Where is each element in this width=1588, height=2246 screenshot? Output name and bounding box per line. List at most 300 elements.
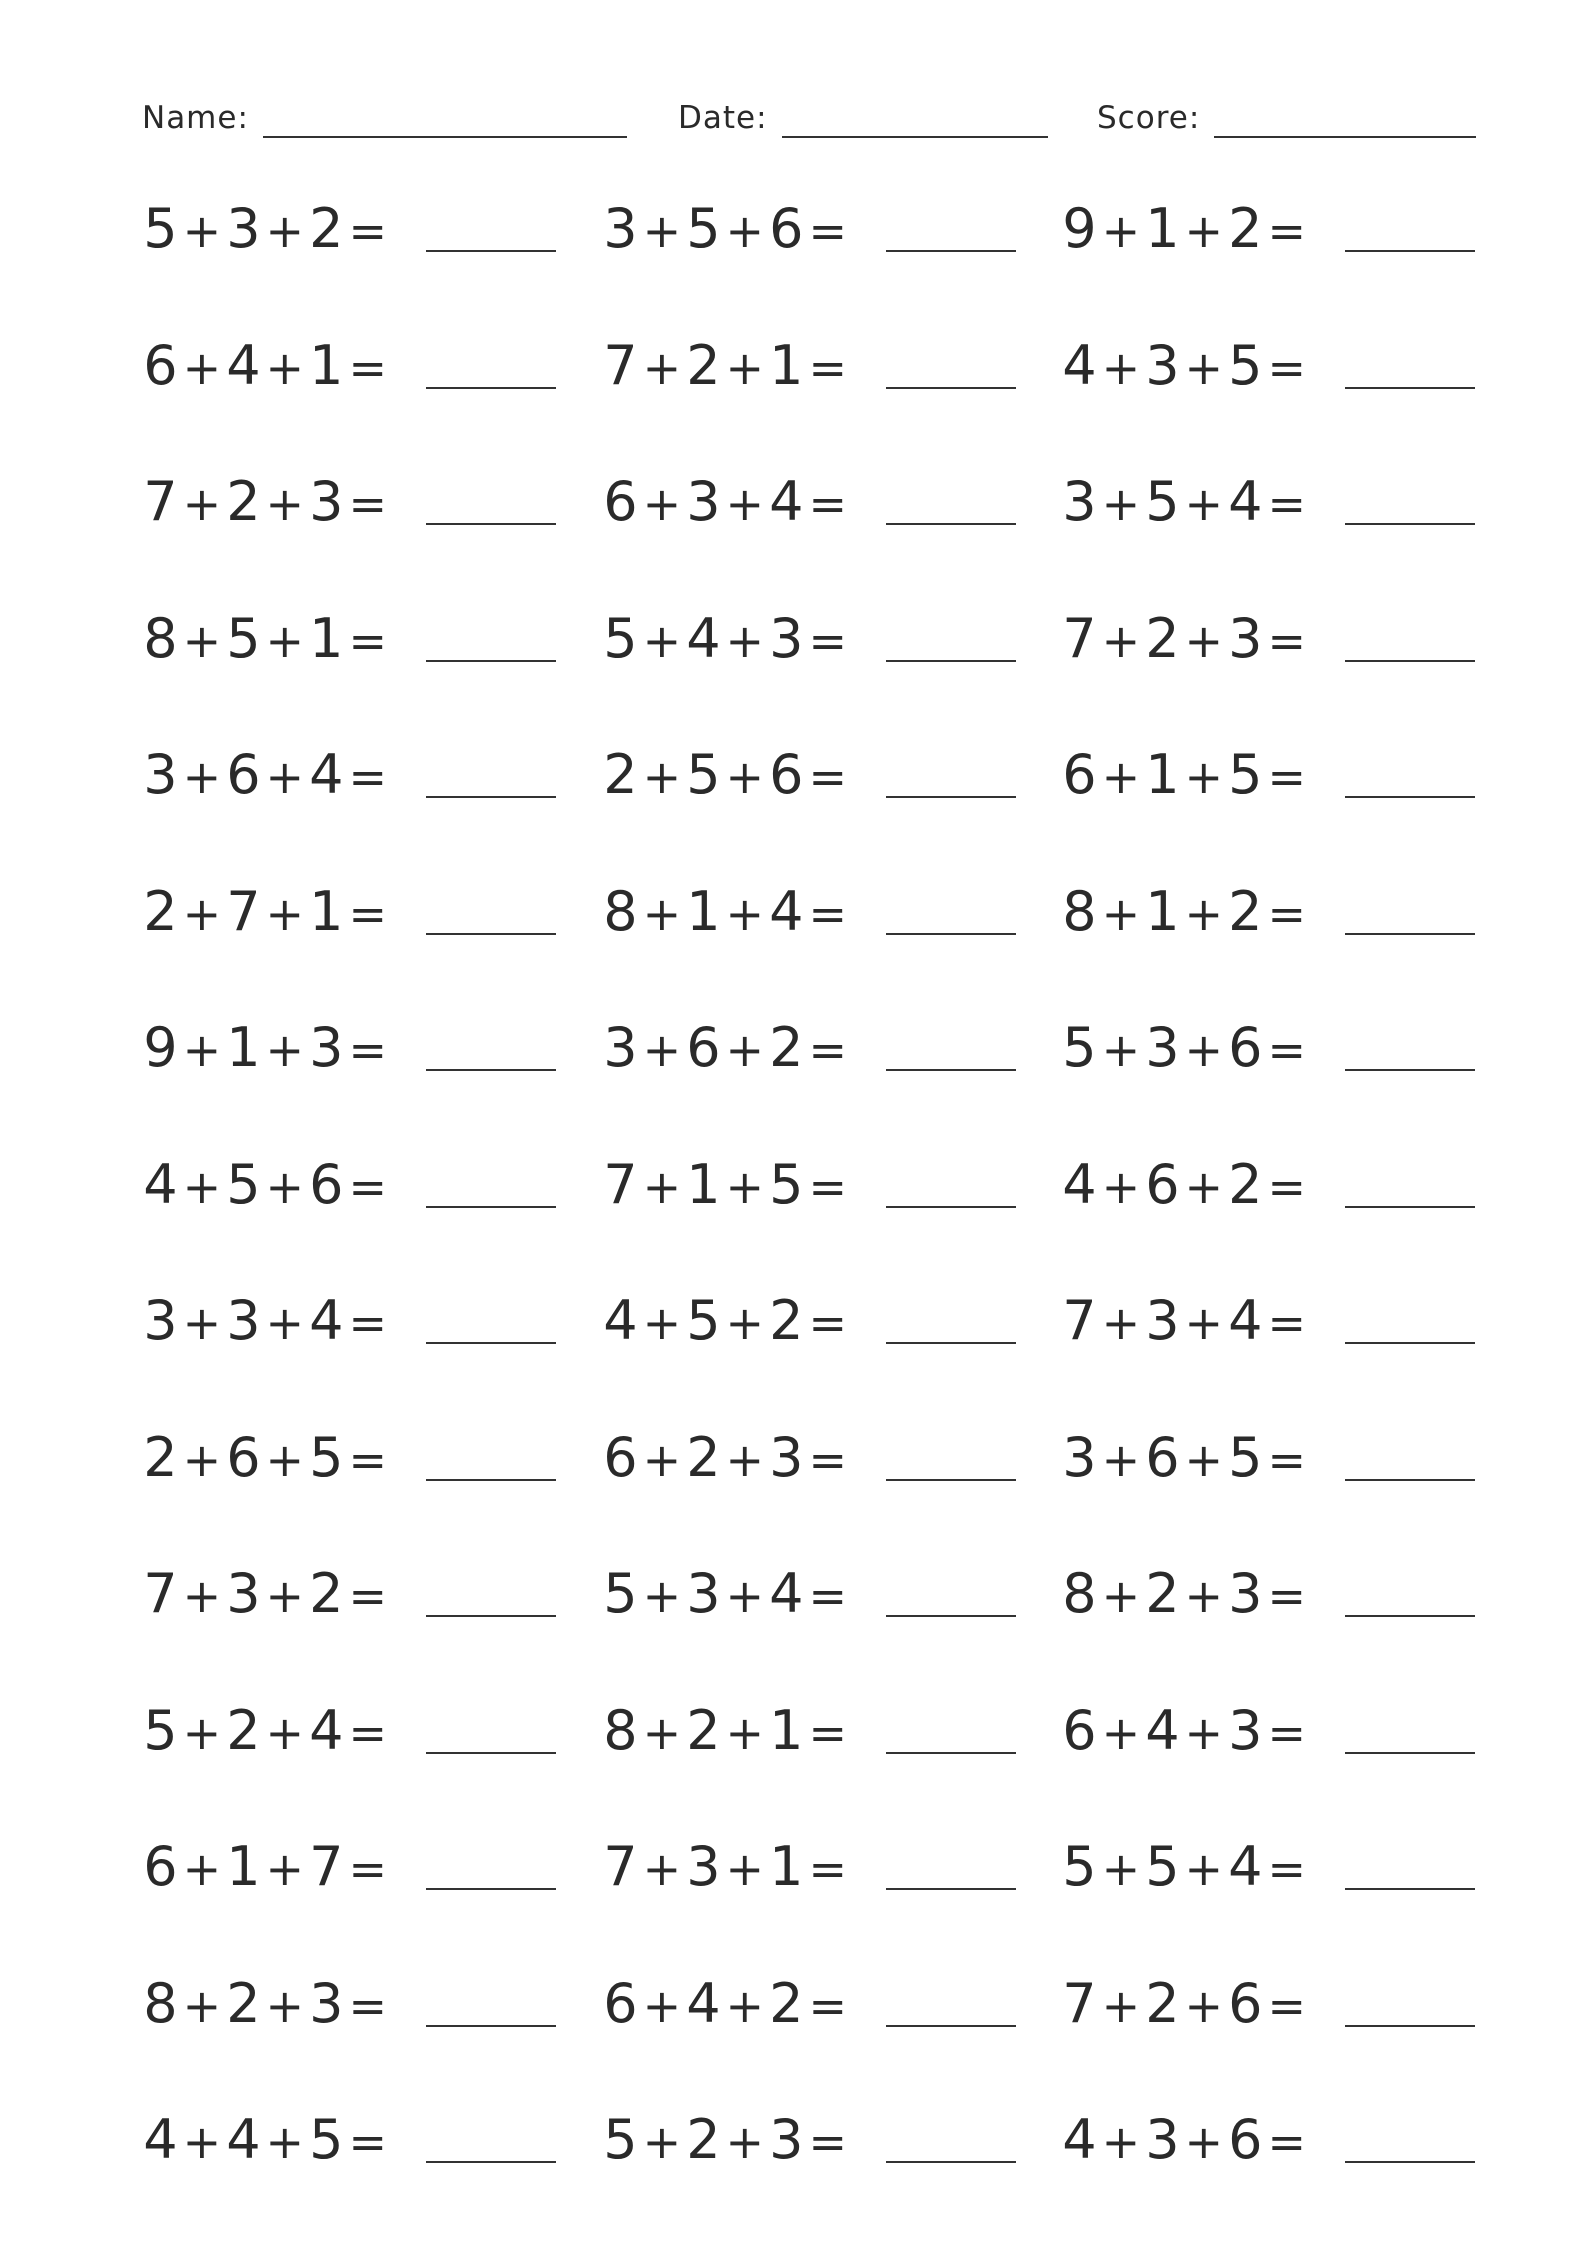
plus-sign: + xyxy=(265,1023,306,1077)
problem-expression xyxy=(1062,1696,1311,1768)
score-label: Score: xyxy=(1097,100,1201,136)
equals-sign: = xyxy=(348,1842,388,1896)
addend: 1 xyxy=(686,879,722,943)
addend: 3 xyxy=(769,1425,805,1489)
addend: 5 xyxy=(226,1152,262,1216)
addend: 3 xyxy=(603,197,639,260)
plus-sign: + xyxy=(642,750,683,804)
equals-sign: = xyxy=(348,1432,388,1487)
equals-sign: = xyxy=(1267,886,1307,941)
addend: 3 xyxy=(1228,1698,1264,1762)
addend: 3 xyxy=(1145,1016,1181,1079)
addition-problem xyxy=(0,1126,1311,1262)
plus-sign: + xyxy=(265,613,306,668)
equals-sign: = xyxy=(808,1023,848,1077)
equals-sign: = xyxy=(1267,1159,1307,1214)
problem-row xyxy=(0,443,1588,579)
problem-row xyxy=(0,1945,1588,2081)
plus-sign: + xyxy=(725,613,766,668)
addend: 6 xyxy=(1145,1425,1181,1489)
problem-row xyxy=(0,1262,1588,1398)
addend: 7 xyxy=(226,879,262,943)
addend: 1 xyxy=(226,1835,262,1898)
problem-row xyxy=(0,716,1588,852)
answer-blank[interactable] xyxy=(1345,523,1475,525)
plus-sign: + xyxy=(642,2115,683,2169)
equals-sign: = xyxy=(808,1978,848,2033)
addend: 7 xyxy=(1062,1971,1098,2035)
equals-sign: = xyxy=(348,340,388,395)
equals-sign: = xyxy=(348,204,388,258)
addition-problem xyxy=(0,716,1311,852)
addend: 6 xyxy=(1228,1016,1264,1079)
addend: 3 xyxy=(309,470,345,533)
plus-sign: + xyxy=(642,886,683,941)
addend: 2 xyxy=(686,1698,722,1762)
equals-sign: = xyxy=(1267,340,1307,395)
plus-sign: + xyxy=(182,1842,223,1896)
addend: 5 xyxy=(603,2108,639,2171)
addend: 4 xyxy=(1228,470,1264,533)
plus-sign: + xyxy=(265,340,306,395)
name-label: Name: xyxy=(142,100,249,136)
addend: 5 xyxy=(686,1289,722,1352)
plus-sign: + xyxy=(182,204,223,258)
addend: 5 xyxy=(686,197,722,260)
answer-blank[interactable] xyxy=(1345,2161,1475,2163)
answer-blank[interactable] xyxy=(1345,933,1475,935)
equals-sign: = xyxy=(348,2115,388,2169)
addend: 1 xyxy=(686,1152,722,1216)
addend: 5 xyxy=(1228,333,1264,397)
equals-sign: = xyxy=(348,1023,388,1077)
equals-sign: = xyxy=(1267,1705,1307,1760)
score-field xyxy=(1097,98,1476,138)
equals-sign: = xyxy=(1267,204,1307,258)
plus-sign: + xyxy=(642,613,683,668)
answer-blank[interactable] xyxy=(1345,1342,1475,1344)
problem-expression xyxy=(1062,604,1311,676)
addend: 4 xyxy=(769,1562,805,1625)
plus-sign: + xyxy=(182,1023,223,1077)
addend: 2 xyxy=(309,197,345,260)
plus-sign: + xyxy=(265,1705,306,1760)
addition-problem xyxy=(0,853,1311,989)
answer-blank[interactable] xyxy=(1345,1615,1475,1617)
plus-sign: + xyxy=(182,613,223,668)
addend: 6 xyxy=(603,1425,639,1489)
addend: 7 xyxy=(1062,1289,1098,1352)
answer-blank[interactable] xyxy=(1345,1069,1475,1071)
addend: 8 xyxy=(143,1971,179,2035)
plus-sign: + xyxy=(725,477,766,531)
plus-sign: + xyxy=(725,1705,766,1760)
addend: 5 xyxy=(143,197,179,260)
answer-blank[interactable] xyxy=(1345,387,1475,389)
plus-sign: + xyxy=(725,1978,766,2033)
equals-sign: = xyxy=(808,2115,848,2169)
plus-sign: + xyxy=(1101,1159,1142,1214)
addend: 6 xyxy=(1145,1152,1181,1216)
equals-sign: = xyxy=(808,886,848,941)
addend: 1 xyxy=(309,606,345,670)
equals-sign: = xyxy=(808,340,848,395)
addend: 4 xyxy=(309,1289,345,1352)
equals-sign: = xyxy=(808,1432,848,1487)
addend: 4 xyxy=(309,1698,345,1762)
addend: 4 xyxy=(1145,1698,1181,1762)
addend: 2 xyxy=(603,743,639,806)
plus-sign: + xyxy=(1184,2115,1225,2169)
addend: 4 xyxy=(686,606,722,670)
equals-sign: = xyxy=(808,613,848,668)
addend: 2 xyxy=(769,1971,805,2035)
plus-sign: + xyxy=(725,1159,766,1214)
addend: 3 xyxy=(686,470,722,533)
addend: 8 xyxy=(1062,1562,1098,1625)
answer-blank[interactable] xyxy=(1345,250,1475,252)
addition-problem xyxy=(0,1945,1311,2081)
addend: 7 xyxy=(603,333,639,397)
plus-sign: + xyxy=(265,1159,306,1214)
plus-sign: + xyxy=(265,2115,306,2169)
addend: 1 xyxy=(1145,879,1181,943)
addend: 3 xyxy=(603,1016,639,1079)
date-blank xyxy=(782,100,1048,138)
plus-sign: + xyxy=(1184,1842,1225,1896)
plus-sign: + xyxy=(182,1569,223,1623)
plus-sign: + xyxy=(182,1978,223,2033)
plus-sign: + xyxy=(1101,204,1142,258)
name-field xyxy=(142,98,627,138)
addition-problem xyxy=(0,1672,1311,1808)
plus-sign: + xyxy=(1101,1978,1142,2033)
plus-sign: + xyxy=(265,1296,306,1350)
problem-row xyxy=(0,1126,1588,1262)
problem-expression xyxy=(1062,877,1311,949)
addend: 4 xyxy=(1062,2108,1098,2171)
answer-blank[interactable] xyxy=(1345,1888,1475,1890)
addition-problem xyxy=(0,1808,1311,1944)
plus-sign: + xyxy=(642,1842,683,1896)
addend: 4 xyxy=(143,2108,179,2171)
addend: 5 xyxy=(1228,1425,1264,1489)
addend: 5 xyxy=(1062,1016,1098,1079)
answer-blank[interactable] xyxy=(1345,1752,1475,1754)
problem-expression xyxy=(1062,331,1311,403)
addition-problem xyxy=(0,443,1311,579)
addend: 4 xyxy=(686,1971,722,2035)
plus-sign: + xyxy=(182,886,223,941)
problem-expression xyxy=(1062,1559,1311,1631)
equals-sign: = xyxy=(1267,750,1307,804)
addend: 7 xyxy=(1062,606,1098,670)
addition-problem xyxy=(0,307,1311,443)
addend: 6 xyxy=(1228,2108,1264,2171)
addend: 6 xyxy=(769,743,805,806)
addend: 2 xyxy=(1145,606,1181,670)
answer-blank[interactable] xyxy=(1345,1479,1475,1481)
problem-expression xyxy=(1062,1286,1311,1358)
addend: 2 xyxy=(769,1289,805,1352)
addend: 3 xyxy=(1145,1289,1181,1352)
addend: 2 xyxy=(686,2108,722,2171)
addend: 6 xyxy=(603,470,639,533)
addend: 5 xyxy=(309,1425,345,1489)
addend: 4 xyxy=(143,1152,179,1216)
addend: 6 xyxy=(686,1016,722,1079)
plus-sign: + xyxy=(642,477,683,531)
addend: 6 xyxy=(1228,1971,1264,2035)
plus-sign: + xyxy=(1101,1296,1142,1350)
addition-problem xyxy=(0,170,1311,306)
addend: 7 xyxy=(143,1562,179,1625)
addend: 4 xyxy=(1228,1289,1264,1352)
name-blank xyxy=(263,100,627,138)
addend: 2 xyxy=(143,1425,179,1489)
problem-expression xyxy=(1062,2105,1311,2177)
addend: 5 xyxy=(1145,470,1181,533)
equals-sign: = xyxy=(808,1296,848,1350)
equals-sign: = xyxy=(1267,1023,1307,1077)
equals-sign: = xyxy=(348,477,388,531)
addend: 2 xyxy=(686,333,722,397)
plus-sign: + xyxy=(1184,340,1225,395)
date-field xyxy=(678,98,1048,138)
plus-sign: + xyxy=(1184,1432,1225,1487)
addend: 1 xyxy=(1145,743,1181,806)
addend: 3 xyxy=(143,743,179,806)
addend: 7 xyxy=(309,1835,345,1898)
addend: 3 xyxy=(309,1971,345,2035)
addend: 1 xyxy=(309,333,345,397)
plus-sign: + xyxy=(1184,1023,1225,1077)
plus-sign: + xyxy=(725,1569,766,1623)
addend: 3 xyxy=(1145,2108,1181,2171)
addend: 3 xyxy=(226,1562,262,1625)
plus-sign: + xyxy=(642,1569,683,1623)
addition-problem xyxy=(0,1399,1311,1535)
equals-sign: = xyxy=(1267,613,1307,668)
answer-blank[interactable] xyxy=(1345,660,1475,662)
equals-sign: = xyxy=(808,1159,848,1214)
plus-sign: + xyxy=(642,1296,683,1350)
addend: 3 xyxy=(1062,470,1098,533)
equals-sign: = xyxy=(348,1296,388,1350)
addend: 6 xyxy=(769,197,805,260)
plus-sign: + xyxy=(1184,750,1225,804)
addend: 6 xyxy=(226,743,262,806)
addend: 3 xyxy=(1228,1562,1264,1625)
plus-sign: + xyxy=(182,1159,223,1214)
addend: 9 xyxy=(143,1016,179,1079)
plus-sign: + xyxy=(642,340,683,395)
problem-expression xyxy=(1062,1423,1311,1495)
plus-sign: + xyxy=(1184,886,1225,941)
addend: 5 xyxy=(1145,1835,1181,1898)
equals-sign: = xyxy=(808,1705,848,1760)
addend: 2 xyxy=(1145,1971,1181,2035)
equals-sign: = xyxy=(1267,2115,1307,2169)
plus-sign: + xyxy=(1101,340,1142,395)
equals-sign: = xyxy=(1267,1432,1307,1487)
addend: 8 xyxy=(603,1698,639,1762)
plus-sign: + xyxy=(1101,1569,1142,1623)
plus-sign: + xyxy=(182,1296,223,1350)
problem-row xyxy=(0,1535,1588,1671)
equals-sign: = xyxy=(348,613,388,668)
addend: 6 xyxy=(309,1152,345,1216)
addend: 6 xyxy=(1062,743,1098,806)
addend: 4 xyxy=(1062,333,1098,397)
addend: 7 xyxy=(143,470,179,533)
addend: 6 xyxy=(226,1425,262,1489)
problem-expression xyxy=(1062,1969,1311,2041)
plus-sign: + xyxy=(1101,1432,1142,1487)
equals-sign: = xyxy=(348,886,388,941)
plus-sign: + xyxy=(725,1432,766,1487)
problem-row xyxy=(0,170,1588,306)
plus-sign: + xyxy=(1184,1569,1225,1623)
addend: 5 xyxy=(603,1562,639,1625)
plus-sign: + xyxy=(265,1432,306,1487)
plus-sign: + xyxy=(1184,1296,1225,1350)
addend: 5 xyxy=(1062,1835,1098,1898)
addend: 3 xyxy=(226,197,262,260)
equals-sign: = xyxy=(348,1978,388,2033)
problem-row xyxy=(0,1399,1588,1535)
addend: 2 xyxy=(226,1971,262,2035)
problem-expression xyxy=(1062,740,1311,812)
equals-sign: = xyxy=(808,750,848,804)
addend: 6 xyxy=(1062,1698,1098,1762)
plus-sign: + xyxy=(725,750,766,804)
addend: 7 xyxy=(603,1152,639,1216)
addend: 3 xyxy=(686,1835,722,1898)
plus-sign: + xyxy=(642,204,683,258)
equals-sign: = xyxy=(348,1705,388,1760)
problem-row xyxy=(0,580,1588,716)
addend: 4 xyxy=(226,2108,262,2171)
addend: 4 xyxy=(309,743,345,806)
addend: 8 xyxy=(143,606,179,670)
equals-sign: = xyxy=(808,1842,848,1896)
addend: 5 xyxy=(769,1152,805,1216)
equals-sign: = xyxy=(1267,1296,1307,1350)
problem-expression xyxy=(1062,467,1311,539)
addend: 1 xyxy=(769,1698,805,1762)
equals-sign: = xyxy=(1267,477,1307,531)
equals-sign: = xyxy=(348,1569,388,1623)
addend: 3 xyxy=(143,1289,179,1352)
plus-sign: + xyxy=(265,204,306,258)
addend: 3 xyxy=(226,1289,262,1352)
addend: 8 xyxy=(1062,879,1098,943)
addition-problem xyxy=(0,1535,1311,1671)
addend: 2 xyxy=(686,1425,722,1489)
plus-sign: + xyxy=(725,340,766,395)
plus-sign: + xyxy=(1101,477,1142,531)
equals-sign: = xyxy=(808,477,848,531)
plus-sign: + xyxy=(642,1023,683,1077)
addend: 2 xyxy=(769,1016,805,1079)
plus-sign: + xyxy=(1101,2115,1142,2169)
problem-expression xyxy=(1062,1013,1311,1085)
plus-sign: + xyxy=(725,2115,766,2169)
score-blank xyxy=(1214,100,1476,138)
addend: 4 xyxy=(769,470,805,533)
problem-expression xyxy=(1062,194,1311,266)
addition-problem xyxy=(0,2081,1311,2217)
plus-sign: + xyxy=(725,1296,766,1350)
addend: 3 xyxy=(309,1016,345,1079)
plus-sign: + xyxy=(265,477,306,531)
plus-sign: + xyxy=(1101,1705,1142,1760)
problem-expression xyxy=(1062,1150,1311,1222)
equals-sign: = xyxy=(1267,1569,1307,1623)
addend: 3 xyxy=(686,1562,722,1625)
addend: 3 xyxy=(769,606,805,670)
plus-sign: + xyxy=(1184,477,1225,531)
plus-sign: + xyxy=(182,2115,223,2169)
answer-blank[interactable] xyxy=(1345,2025,1475,2027)
answer-blank[interactable] xyxy=(1345,1206,1475,1208)
addend: 1 xyxy=(309,879,345,943)
addend: 9 xyxy=(1062,197,1098,260)
addend: 5 xyxy=(603,606,639,670)
plus-sign: + xyxy=(1184,1705,1225,1760)
addend: 4 xyxy=(226,333,262,397)
addend: 1 xyxy=(226,1016,262,1079)
addend: 4 xyxy=(603,1289,639,1352)
plus-sign: + xyxy=(725,204,766,258)
plus-sign: + xyxy=(265,750,306,804)
addend: 5 xyxy=(143,1698,179,1762)
addition-problem xyxy=(0,1262,1311,1398)
equals-sign: = xyxy=(808,204,848,258)
addend: 3 xyxy=(1145,333,1181,397)
equals-sign: = xyxy=(1267,1842,1307,1896)
plus-sign: + xyxy=(1101,1842,1142,1896)
plus-sign: + xyxy=(725,886,766,941)
addend: 8 xyxy=(603,879,639,943)
plus-sign: + xyxy=(182,750,223,804)
plus-sign: + xyxy=(265,886,306,941)
addend: 2 xyxy=(1228,1152,1264,1216)
addend: 2 xyxy=(1145,1562,1181,1625)
equals-sign: = xyxy=(348,750,388,804)
problem-row xyxy=(0,2081,1588,2217)
addend: 6 xyxy=(143,1835,179,1898)
plus-sign: + xyxy=(182,340,223,395)
answer-blank[interactable] xyxy=(1345,796,1475,798)
addend: 4 xyxy=(1062,1152,1098,1216)
plus-sign: + xyxy=(642,1705,683,1760)
plus-sign: + xyxy=(1184,1159,1225,1214)
addend: 3 xyxy=(1228,606,1264,670)
addend: 3 xyxy=(769,2108,805,2171)
equals-sign: = xyxy=(348,1159,388,1214)
addend: 1 xyxy=(1145,197,1181,260)
plus-sign: + xyxy=(1184,1978,1225,2033)
problem-row xyxy=(0,1672,1588,1808)
addend: 2 xyxy=(1228,879,1264,943)
addend: 6 xyxy=(603,1971,639,2035)
problem-row xyxy=(0,853,1588,989)
equals-sign: = xyxy=(808,1569,848,1623)
addend: 4 xyxy=(769,879,805,943)
addend: 3 xyxy=(1062,1425,1098,1489)
